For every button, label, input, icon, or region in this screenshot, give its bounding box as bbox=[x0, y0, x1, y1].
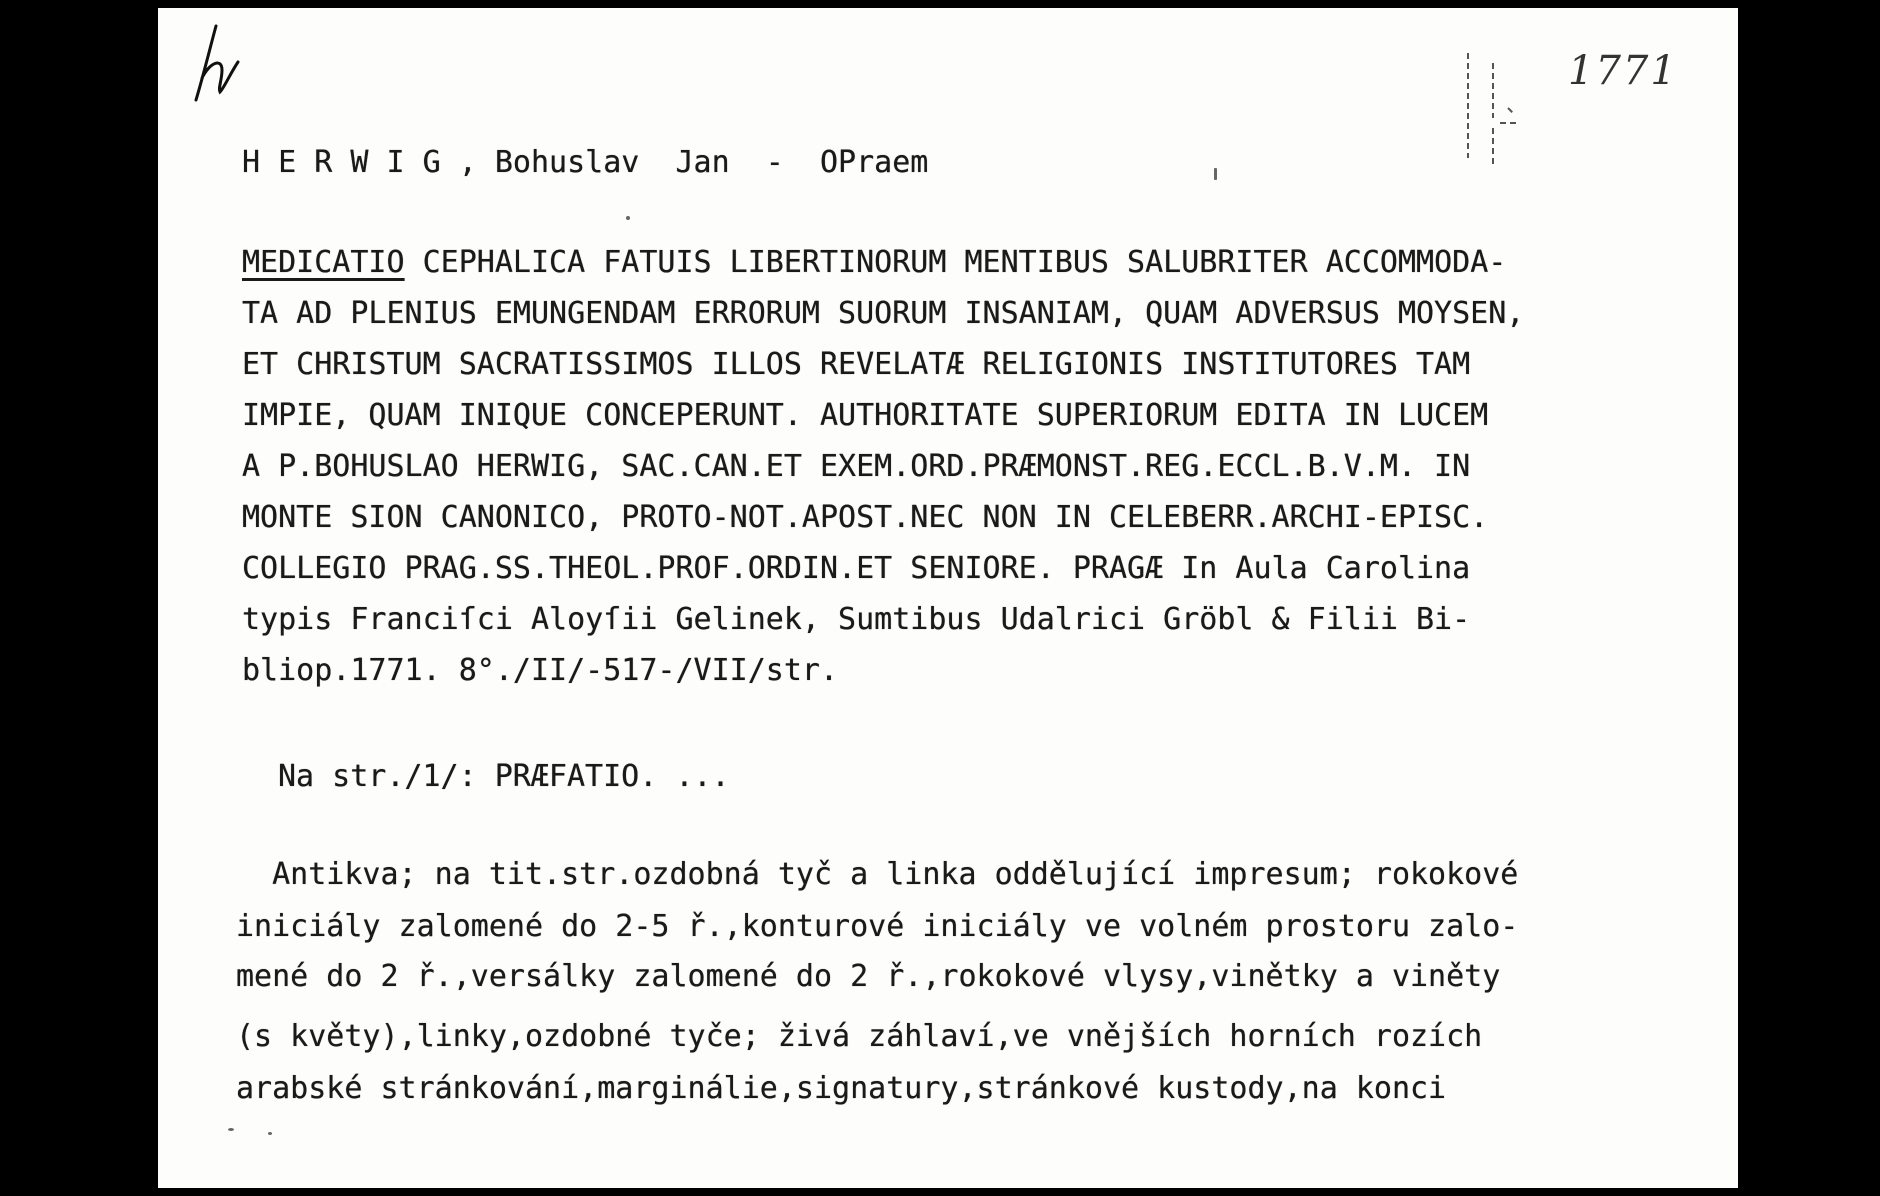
title-line-5: A P.BOHUSLAO HERWIG, SAC.CAN.ET EXEM.ORD.PRÆMONST.REG.ECCL.B.V.M. IN bbox=[242, 449, 1471, 484]
scan-speck bbox=[1214, 168, 1217, 180]
title-line-8: typis Franciſci Aloyſii Gelinek, Sumtibus Udalrici Gröbl & Filii Bi- bbox=[242, 602, 1471, 637]
description-line-3: mené do 2 ř.,versálky zalomené do 2 ř.,rokokové vlysy,vinětky a viněty bbox=[236, 959, 1501, 994]
catalog-number: 1771 bbox=[1568, 48, 1678, 94]
scan-speck bbox=[268, 1132, 272, 1135]
description-line-5: arabské stránkování,marginálie,signatury,stránkové kustody,na konci bbox=[236, 1071, 1447, 1106]
stamp-mark bbox=[1438, 48, 1548, 168]
title-line-2: TA AD PLENIUS EMUNGENDAM ERRORUM SUORUM INSANIAM, QUAM ADVERSUS MOYSEN, bbox=[242, 296, 1525, 331]
title-line-9: bliop.1771. 8°./II/-517-/VII/str. bbox=[242, 653, 839, 688]
author-header: H E R W I G , Bohuslav Jan - OPraem bbox=[242, 145, 929, 180]
title-line-3: ET CHRISTUM SACRATISSIMOS ILLOS REVELATÆ RELIGIONIS INSTITUTORES TAM bbox=[242, 347, 1471, 382]
title-line-7: COLLEGIO PRAG.SS.THEOL.PROF.ORDIN.ET SENIORE. PRAGÆ In Aula Carolina bbox=[242, 551, 1471, 586]
title-first-word: MEDICATIO bbox=[242, 245, 405, 280]
handwritten-mark bbox=[188, 18, 248, 108]
catalog-card bbox=[158, 8, 1738, 1188]
title-line-1 bbox=[242, 246, 1506, 280]
title-line-6: MONTE SION CANONICO, PROTO-NOT.APOST.NEC NON IN CELEBERR.ARCHI-EPISC. bbox=[242, 500, 1489, 535]
title-line-4: IMPIE, QUAM INIQUE CONCEPERUNT. AUTHORITATE SUPERIORUM EDITA IN LUCEM bbox=[242, 398, 1489, 433]
title-line-1-rest: CEPHALICA FATUIS LIBERTINORUM MENTIBUS SALUBRITER ACCOMMODA- bbox=[404, 245, 1507, 280]
preface-note: Na str./1/: PRÆFATIO. ... bbox=[278, 759, 730, 794]
scan-speck bbox=[228, 1128, 234, 1131]
description-line-2: iniciály zalomené do 2-5 ř.,konturové iniciály ve volném prostoru zalo- bbox=[236, 909, 1519, 944]
scan-speck bbox=[626, 216, 630, 220]
description-line-1: Antikva; na tit.str.ozdobná tyč a linka oddělující impresum; rokokové bbox=[236, 857, 1519, 892]
description-line-4: (s květy),linky,ozdobné tyče; živá záhlaví,ve vnějších horních rozích bbox=[236, 1019, 1483, 1054]
